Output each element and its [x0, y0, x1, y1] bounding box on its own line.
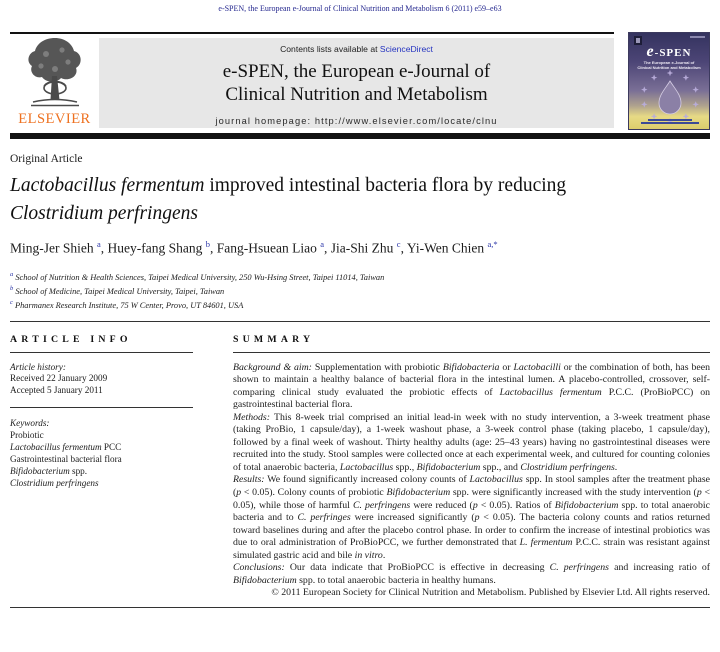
article-history — [10, 362, 193, 398]
copyright-notice: © 2011 European Society for Clinical Nutrition and Metabolism. Published by Elsevier Ltd. All rights reserved. — [271, 587, 710, 599]
author-list: Ming-Jer Shieh $^a$, Huey-fang Shang $^b$, Fang-Hsuean Liao $^a$, Jia-Shi Zhu $^c$, Yi-Wen Chien $^{a,*}$ — [10, 239, 498, 256]
journal-cover-thumbnail[interactable] — [628, 32, 710, 130]
summary-paragraph: Background & aim: Supplementation with probiotic Bifidobacteria or Lactobacilli or the combination of both, has been shown to maintain a healthy balance of bacterial flora in the intestinal lumen. A placebo-controlled, crossover, self-comparing clinical study evaluated the probiotic effects of Lactobacillus fermentum P.C.C. (ProBioPCC) on gastrointestinal bacterial flora. — [233, 361, 711, 411]
article-title: Lactobacillus fermentum improved intestinal bacteria flora by reducing Clostridium perfringens — [10, 175, 567, 224]
affiliation-list — [10, 269, 710, 311]
keyword: Clostridium perfringens — [10, 477, 99, 488]
summary-column — [233, 334, 710, 600]
summary-paragraphs — [233, 362, 710, 588]
masthead-bottom-bar — [10, 133, 710, 139]
cover-subtitle-line2: Clinical Nutrition and Metabolism — [637, 65, 701, 70]
info-summary-columns — [10, 334, 710, 600]
article-info-rule — [10, 352, 193, 353]
summary-rule — [233, 352, 710, 353]
elsevier-logo[interactable] — [10, 36, 99, 133]
article-info-heading: ARTICLE INFO — [10, 333, 132, 345]
journal-title — [99, 61, 614, 106]
keyword: Lactobacillus fermentum PCC — [10, 442, 122, 453]
keywords-list — [10, 430, 193, 490]
keywords-label: Keywords: — [10, 418, 50, 429]
summary-paragraph: Conclusions: Our data indicate that ProBioPCC is effective in decreasing C. perfringens and increasing ratio of Bifidobacterium spp. to total anaerobic bacteria in healthy humans. — [233, 562, 711, 586]
author-affiliation-sup: a — [97, 239, 101, 249]
running-head-citation: e-SPEN, the European e-Journal of Clinical Nutrition and Metabolism 6 (2011) e59–e63 — [218, 4, 502, 13]
summary-paragraph: Results: We found significantly increased colony counts of Lactobacillus spp. In stool samples after the treatment phase (p < 0.05). Colony counts of probiotic Bifidobacterium spp. were significantly increased with the study intervention (p < 0.05), while those of harmful C. perfringens were reduced (p < 0.05). Ratios of Bifidobacterium spp. to total anaerobic bacteria and to C. perfringes were increased significantly (p < 0.05). The bacteria colony counts and ratios returned toward baselines during and after the placebo control phase. In order to confirm the increase of intestinal probiotics was due to oral administration of ProBioPCC, we further demonstrated that L. fermentum P.C.C. strain was resistant against simulated gastric acid and bile in vitro. — [233, 474, 710, 561]
history-accepted: Accepted 5 January 2011 — [10, 385, 103, 396]
affiliation: $^b$ School of Medicine, Taipei Medical University, Taipei, Taiwan — [10, 284, 225, 296]
sciencedirect-link[interactable]: ScienceDirect — [379, 44, 433, 54]
author-affiliation-sup: a — [320, 239, 325, 249]
author-affiliation-sup: c — [396, 239, 401, 249]
journal-homepage-link[interactable]: journal homepage: http://www.elsevier.com/locate/clnu — [215, 116, 498, 126]
journal-info-box — [99, 38, 614, 128]
affiliation: $^a$ School of Nutrition & Health Sciences, Taipei Medical University, 250 Wu-Hsing Street, Taipei 11014, Taiwan — [10, 270, 385, 282]
summary-paragraph: Methods: This 8-week trial comprised an initial lead-in week with no study intervention, a 3-week treatment phase (taking ProBio, 1 capsule/day), a 1-week washout phase, a 3-week control phase (taking placebo, 1 capsule/day), followed by a final week of washout. Thirty healthy adults (age: 25–43 years) having no gastrointestinal diseases were recruited into the study. Stool samples were collected once at each experimental week, and cultured for counting colonies of total anaerobic bacteria, Lactobacillus spp., Bifidobacterium spp., and Clostridium perfringens. — [233, 411, 710, 473]
section-divider — [10, 321, 710, 322]
keyword: Probiotic — [10, 430, 44, 441]
elsevier-wordmark: ELSEVIER — [18, 111, 91, 127]
cover-subtitle-line1: The European e-Journal of — [643, 60, 695, 65]
article-info-column — [10, 334, 193, 600]
contents-line-text: Contents lists available at — [280, 44, 380, 54]
cover-issue-line — [690, 36, 705, 38]
article-type-label: Original Article — [10, 153, 83, 165]
article-history-label: Article history: — [10, 361, 66, 372]
elsevier-tree-icon — [24, 36, 86, 108]
cover-footer-lines — [640, 118, 700, 126]
history-received: Received 22 January 2009 — [10, 373, 108, 384]
keyword: Gastrointestinal bacterial flora — [10, 453, 122, 464]
keywords-section — [10, 418, 193, 489]
author-affiliation-sup: a,* — [487, 239, 498, 249]
journal-title-line2: Clinical Nutrition and Metabolism — [225, 83, 488, 105]
author-affiliation-sup: b — [205, 239, 211, 249]
article-info-mid-rule — [10, 407, 193, 408]
masthead-top-rule — [10, 32, 614, 34]
cover-title: e-SPEN — [646, 43, 692, 60]
masthead — [10, 29, 710, 139]
keyword: Bifidobacterium spp. — [10, 465, 88, 476]
page-bottom-rule — [10, 607, 710, 608]
contents-line — [99, 44, 614, 54]
affiliation: $^c$ Pharmanex Research Institute, 75 W Center, Provo, UT 84601, USA — [10, 298, 244, 310]
journal-title-line1: e-SPEN, the European e-Journal of — [222, 61, 491, 82]
summary-heading: SUMMARY — [233, 333, 315, 345]
